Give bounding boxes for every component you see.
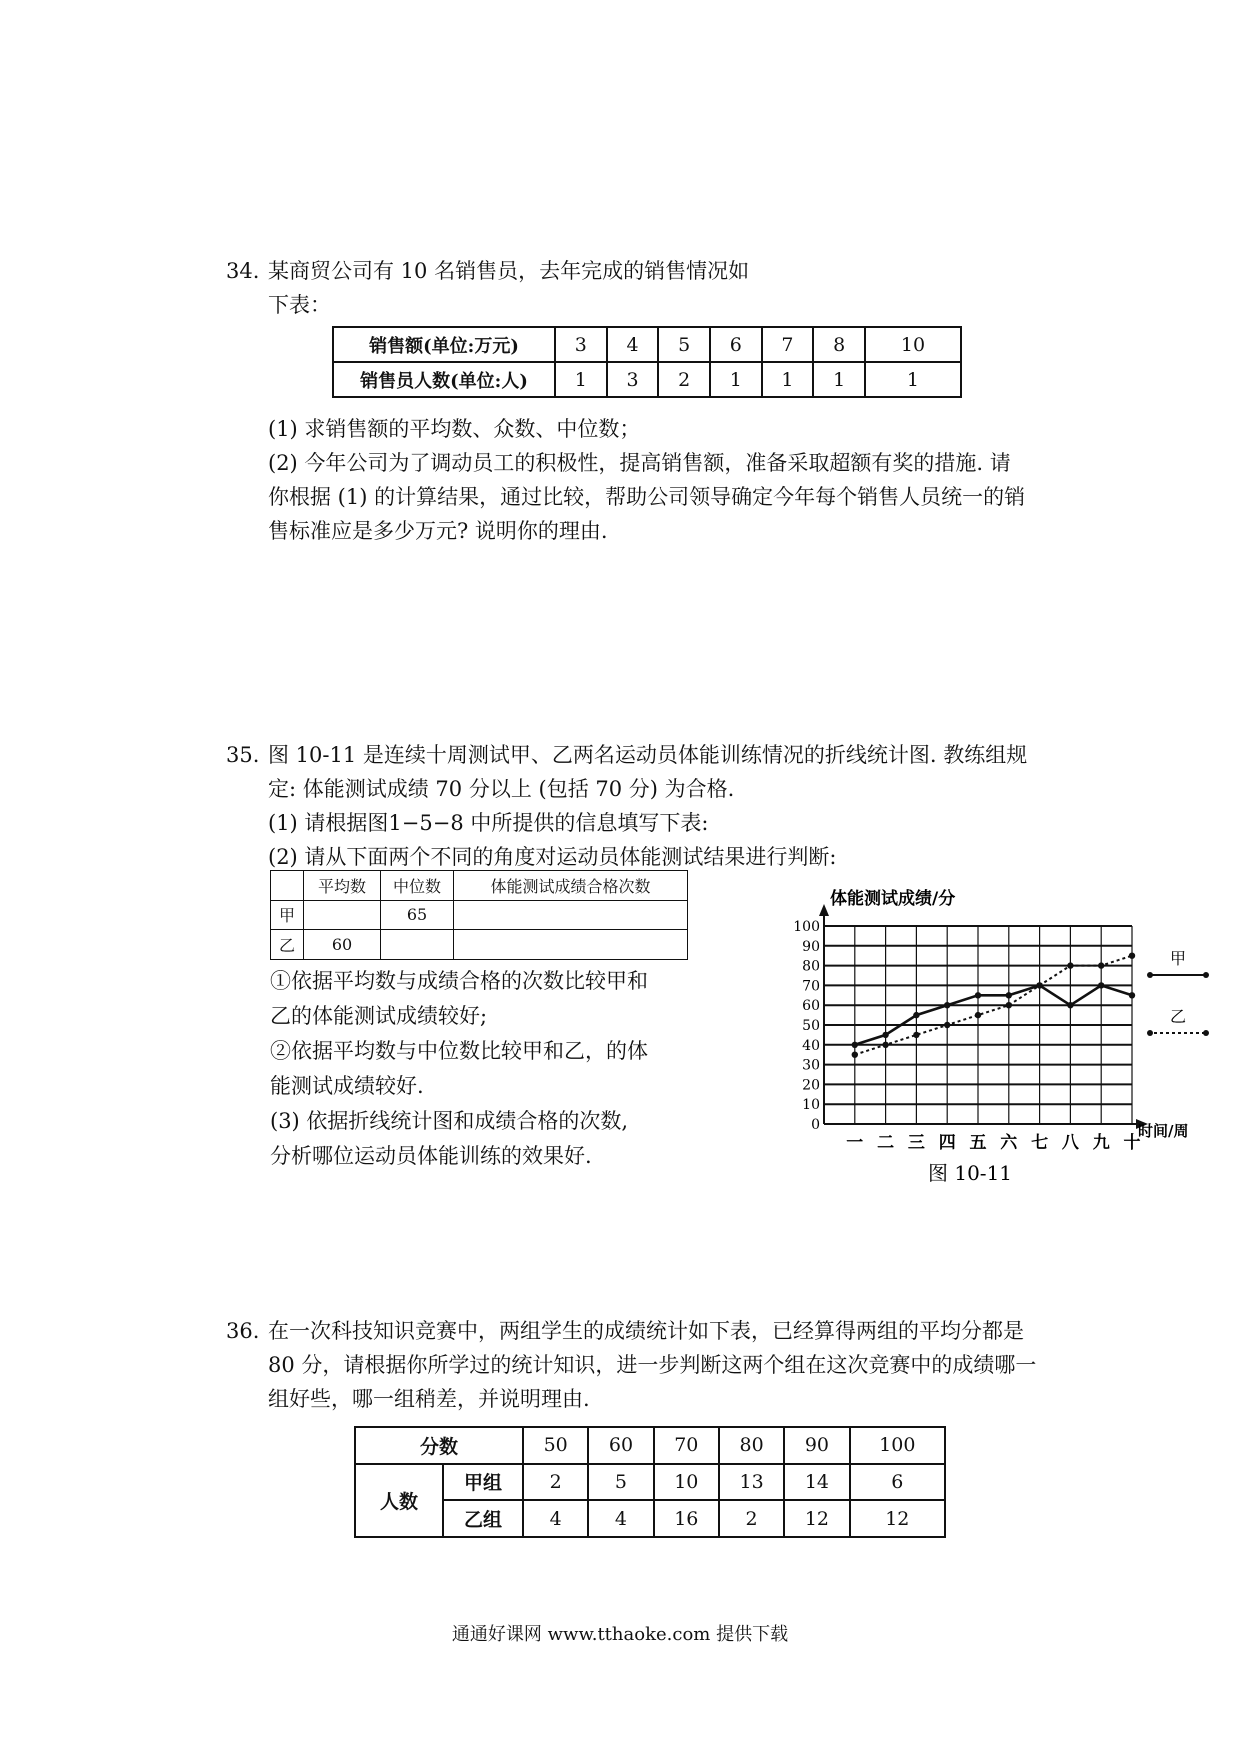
data-point — [975, 992, 981, 998]
question-text: 定: 体能测试成绩 70 分以上 (包括 70 分) 为合格. — [268, 777, 735, 801]
table-header: 80 — [719, 1427, 784, 1464]
question-34-parts — [268, 412, 1078, 548]
data-point — [852, 1052, 858, 1058]
table-cell: 16 — [654, 1500, 719, 1537]
series-line-甲 — [855, 985, 1132, 1044]
table-cell: 14 — [784, 1464, 849, 1501]
question-35-subparts — [270, 964, 710, 1174]
table-cell — [381, 930, 454, 960]
table-cell: 7 — [762, 327, 814, 362]
table-cell: 5 — [658, 327, 710, 362]
question-35 — [226, 738, 1106, 874]
table-cell — [454, 900, 688, 930]
data-point — [1067, 1002, 1073, 1008]
data-point — [975, 1012, 981, 1018]
x-tick-label: 一 — [846, 1133, 864, 1153]
table-cell — [304, 900, 381, 930]
question-text: 图 10-11 是连续十周测试甲、乙两名运动员体能训练情况的折线统计图. 教练组规 — [268, 743, 1028, 767]
table-cell: 3 — [555, 327, 607, 362]
x-axis-label: 时间/周 — [1138, 1122, 1189, 1140]
row-header: 销售员人数(单位:人) — [333, 362, 555, 397]
data-point — [882, 1042, 888, 1048]
table-header: 平均数 — [304, 871, 381, 901]
x-tick-labels — [846, 1132, 1140, 1153]
data-point — [1006, 1002, 1012, 1008]
legend-marker — [1147, 1030, 1153, 1036]
x-tick-label: 十 — [1123, 1133, 1141, 1153]
y-tick-label: 80 — [802, 958, 820, 975]
table-header: 70 — [654, 1427, 719, 1464]
sub-1-cont: 乙的体能测试成绩较好; — [270, 1004, 488, 1028]
y-tick-label: 20 — [802, 1077, 820, 1094]
table-cell: 2 — [658, 362, 710, 397]
x-tick-label: 九 — [1092, 1133, 1110, 1153]
sub-1: ①依据平均数与成绩合格的次数比较甲和 — [270, 969, 648, 993]
table-cell: 10 — [865, 327, 961, 362]
y-axis-label: 体能测试成绩/分 — [830, 889, 956, 909]
question-text: 某商贸公司有 10 名销售员，去年完成的销售情况如 — [268, 259, 750, 283]
part-2-cont: 你根据 (1) 的计算结果，通过比较，帮助公司领导确定今年每个销售人员统一的销 — [268, 485, 1026, 509]
table-cell: 13 — [719, 1464, 784, 1501]
data-point — [1129, 953, 1135, 959]
chart-grid — [819, 904, 1148, 1129]
data-point — [944, 1002, 950, 1008]
athlete-stats-table — [270, 870, 688, 960]
legend-marker — [1203, 1030, 1209, 1036]
data-point — [1098, 962, 1104, 968]
y-tick-labels — [793, 919, 820, 1133]
x-tick-label: 二 — [877, 1133, 895, 1153]
y-axis-arrow — [819, 904, 829, 916]
part-1: (1) 请根据图1−5−8 中所提供的信息填写下表: — [268, 811, 709, 835]
fitness-line-chart — [770, 880, 1210, 1190]
row-label-jia: 甲 — [271, 900, 304, 930]
table-cell: 1 — [762, 362, 814, 397]
legend-label-jia: 甲 — [1170, 949, 1187, 968]
table-header — [271, 871, 304, 901]
table-header: 100 — [850, 1427, 945, 1464]
table-cell: 1 — [813, 362, 865, 397]
table-cell: 65 — [381, 900, 454, 930]
table-cell: 4 — [588, 1500, 653, 1537]
x-tick-label: 四 — [938, 1133, 956, 1153]
table-cell: 2 — [523, 1464, 588, 1501]
table-header: 90 — [784, 1427, 849, 1464]
page-footer: 通通好课网 www.tthaoke.com 提供下载 — [451, 1624, 789, 1645]
count-header: 人数 — [355, 1464, 443, 1537]
table-cell: 60 — [304, 930, 381, 960]
table-cell: 1 — [710, 362, 762, 397]
sales-table — [332, 326, 962, 398]
data-point — [1067, 962, 1073, 968]
legend-label-yi: 乙 — [1170, 1007, 1187, 1026]
table-cell: 1 — [555, 362, 607, 397]
table-header: 体能测试成绩合格次数 — [454, 871, 688, 901]
legend-marker — [1147, 972, 1153, 978]
question-text: 80 分，请根据你所学过的统计知识，进一步判断这两个组在这次竞赛中的成绩哪一 — [268, 1353, 1037, 1377]
y-tick-label: 40 — [802, 1037, 820, 1054]
table-cell: 4 — [607, 327, 659, 362]
table-cell — [454, 930, 688, 960]
part-3: (3) 依据折线统计图和成绩合格的次数, — [270, 1109, 629, 1133]
data-point — [944, 1022, 950, 1028]
x-tick-label: 六 — [1000, 1133, 1018, 1153]
y-tick-label: 100 — [793, 919, 820, 935]
y-tick-label: 70 — [802, 978, 820, 995]
row-label-jia: 甲组 — [443, 1464, 523, 1501]
row-header: 销售额(单位:万元) — [333, 327, 555, 362]
table-cell: 2 — [719, 1500, 784, 1537]
part-3-cont: 分析哪位运动员体能训练的效果好. — [270, 1144, 592, 1168]
y-tick-label: 10 — [802, 1097, 820, 1114]
question-34 — [226, 254, 1086, 322]
y-tick-label: 50 — [802, 1018, 820, 1034]
data-point — [852, 1042, 858, 1048]
table-header: 中位数 — [381, 871, 454, 901]
part-2: (2) 请从下面两个不同的角度对运动员体能测试结果进行判断: — [268, 845, 837, 869]
table-cell: 1 — [865, 362, 961, 397]
data-point — [1129, 992, 1135, 998]
figure-caption: 图 10-11 — [928, 1161, 1013, 1185]
table-cell: 6 — [710, 327, 762, 362]
question-number: 36. — [226, 1319, 260, 1343]
row-label-yi: 乙 — [271, 930, 304, 960]
question-36 — [226, 1314, 1106, 1416]
question-text: 在一次科技知识竞赛中，两组学生的成绩统计如下表，已经算得两组的平均分都是 — [268, 1319, 1024, 1343]
table-cell: 3 — [607, 362, 659, 397]
data-point — [1098, 982, 1104, 988]
table-header: 60 — [588, 1427, 653, 1464]
x-tick-label: 八 — [1061, 1133, 1079, 1153]
sub-2-cont: 能测试成绩较好. — [270, 1074, 424, 1098]
sub-2: ②依据平均数与中位数比较甲和乙，的体 — [270, 1039, 648, 1063]
table-header: 50 — [523, 1427, 588, 1464]
data-point — [913, 1032, 919, 1038]
legend-marker — [1203, 972, 1209, 978]
data-point — [882, 1032, 888, 1038]
table-cell: 4 — [523, 1500, 588, 1537]
part-2-cont: 售标准应是多少万元? 说明你的理由. — [268, 519, 608, 543]
table-cell: 6 — [850, 1464, 945, 1501]
table-cell: 8 — [813, 327, 865, 362]
row-label-yi: 乙组 — [443, 1500, 523, 1537]
question-text: 组好些，哪一组稍差，并说明理由. — [268, 1387, 590, 1411]
data-point — [913, 1012, 919, 1018]
x-tick-label: 三 — [907, 1133, 925, 1153]
y-tick-label: 30 — [802, 1057, 820, 1074]
data-point — [1036, 982, 1042, 988]
y-tick-label: 60 — [802, 998, 820, 1015]
table-cell: 12 — [850, 1500, 945, 1537]
question-number: 34. — [226, 259, 260, 283]
part-2: (2) 今年公司为了调动员工的积极性，提高销售额，准备采取超额有奖的措施. 请 — [268, 451, 1011, 475]
y-tick-label: 0 — [811, 1117, 820, 1133]
data-point — [1006, 992, 1012, 998]
score-header: 分数 — [355, 1427, 523, 1464]
table-cell: 12 — [784, 1500, 849, 1537]
x-tick-label: 五 — [969, 1133, 987, 1153]
y-tick-label: 90 — [802, 938, 820, 955]
question-text: 下表： — [268, 293, 331, 317]
part-1: (1) 求销售额的平均数、众数、中位数； — [268, 417, 641, 441]
x-tick-label: 七 — [1031, 1133, 1049, 1153]
question-number: 35. — [226, 743, 260, 767]
table-cell: 10 — [654, 1464, 719, 1501]
competition-score-table — [354, 1426, 946, 1538]
table-cell: 5 — [588, 1464, 653, 1501]
